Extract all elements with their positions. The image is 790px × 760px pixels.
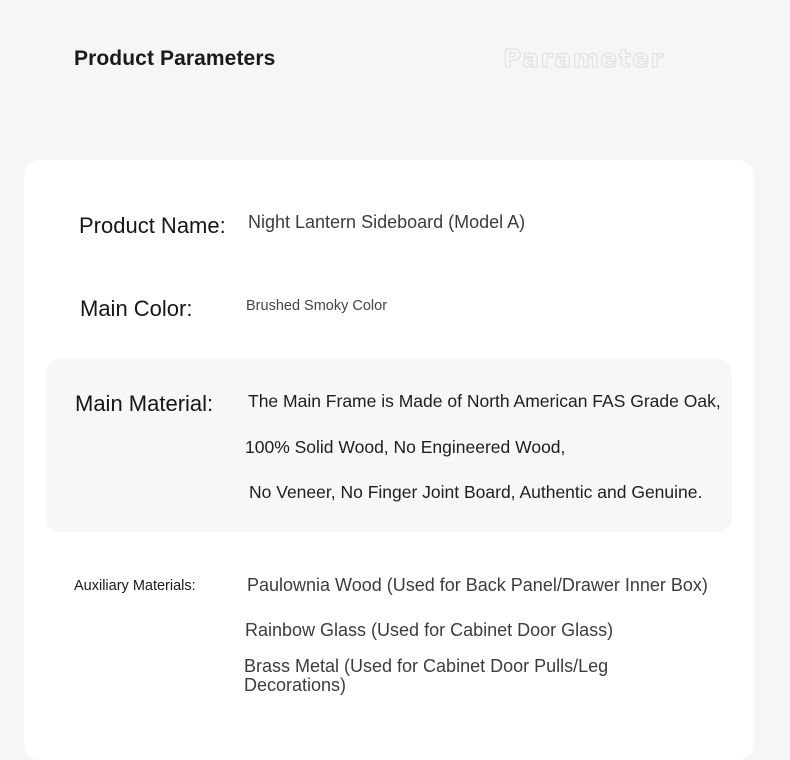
main-material-line-3: No Veneer, No Finger Joint Board, Authentic and Genuine. bbox=[249, 482, 703, 502]
main-color-value: Brushed Smoky Color bbox=[246, 298, 388, 314]
product-name-value: Night Lantern Sideboard (Model A) bbox=[248, 212, 526, 232]
auxiliary-material-line-3: Brass Metal (Used for Cabinet Door Pulls/Leg Decorations) bbox=[244, 656, 609, 695]
auxiliary-material-line-2: Rainbow Glass (Used for Cabinet Door Glass) bbox=[245, 620, 614, 640]
header-watermark: Parameter bbox=[503, 44, 665, 73]
page-title: Product Parameters bbox=[74, 47, 276, 70]
product-name-label: Product Name: bbox=[79, 213, 226, 238]
main-color-label: Main Color: bbox=[80, 296, 193, 321]
main-material-line-2: 100% Solid Wood, No Engineered Wood, bbox=[245, 437, 566, 457]
auxiliary-material-line-1: Paulownia Wood (Used for Back Panel/Drawer Inner Box) bbox=[247, 575, 708, 595]
main-material-line-1: The Main Frame is Made of North American FAS Grade Oak, bbox=[248, 391, 721, 411]
auxiliary-materials-label: Auxiliary Materials: bbox=[74, 578, 196, 594]
main-material-label: Main Material: bbox=[75, 391, 214, 416]
